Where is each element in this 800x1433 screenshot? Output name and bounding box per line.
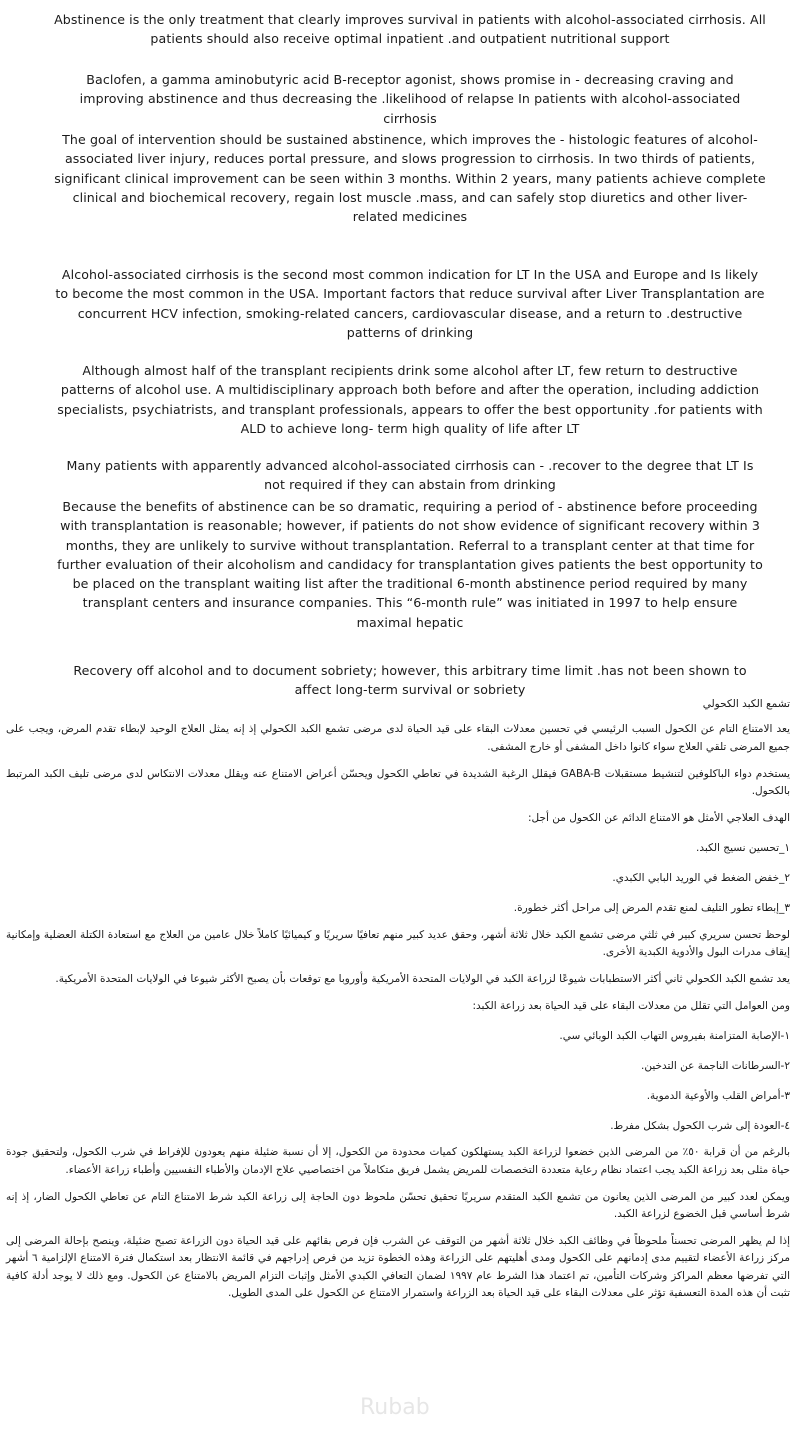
- english-paragraph: Abstinence is the only treatment that clearly improves survival in patients with alcohol-associated cirrhosis. All patients should also receive optimal inpatient .and outpatient nutritional support: [54, 12, 766, 47]
- factor-item: ٤-العودة إلى شرب الكحول بشكل مفرط.: [610, 1119, 790, 1132]
- arabic-paragraph: بالرغم من أن قرابة ٥٠٪ من المرضى الذين خضعوا لزراعة الكبد يستهلكون كميات محدودة من الكحول، إلا أن نسبة ضئيلة منهم يعودون للإفراط في شرب الكحول، ولتحقيق جودة حياة مثلى بعد زراعة الكبد يجب اعتماد نظام رعاية متعددة التخصصات للمريض يشمل فريق متكاملاً من اختصاصيي علاج الإدمان والأطباء النفسيين وأطباء زراعة الأعضاء.: [6, 1146, 790, 1176]
- watermark: Rubab: [360, 1395, 430, 1420]
- factor-item: ٢-السرطانات الناجمة عن التدخين.: [640, 1059, 790, 1072]
- arabic-paragraph: ومن العوامل التي تقلل من معدلات البقاء على قيد الحياة بعد زراعة الكبد:: [472, 999, 790, 1012]
- english-paragraph: Baclofen, a gamma aminobutyric acid B-receptor agonist, shows promise in - decreasing craving and improving abstinence and thus decreasing the .likelihood of relapse In patients with alcohol-associated cirrhosis: [79, 72, 741, 126]
- arabic-title: تشمع الكبد الكحولي: [702, 698, 790, 710]
- english-paragraph: The goal of intervention should be sustained abstinence, which improves the - histologic features of alcohol-associated liver injury, reduces portal pressure, and slows progression to cirrhosis. In two thirds of patients, significant clinical improvement can be seen within 3 months. Within 2 years, many patients achieve complete clinical and biochemical recovery, regain lost muscle .mass, and can safely stop diuretics and other liver-related medicines: [54, 132, 766, 225]
- english-paragraph: Alcohol-associated cirrhosis is the second most common indication for LT In the USA and Europe and Is likely to become the most common in the USA. Important factors that reduce survival after Liver Transplantation are concurrent HCV infection, smoking-related cancers, cardiovascular disease, and a return to .destructive patterns of drinking: [55, 267, 765, 340]
- arabic-paragraph: ويمكن لعدد كبير من المرضى الذين يعانون من تشمع الكبد المتقدم سريريًا تحقيق تحسّن ملحوظ دون الحاجة إلى زراعة الكبد شرط الامتناع التام عن تعاطي الكحول الضار، إذ إنه شرط أساسي قبل الخضوع لزراعة الكبد.: [6, 1190, 790, 1221]
- arabic-paragraph: يعد الامتناع التام عن الكحول السبب الرئيسي في تحسين معدلات البقاء على قيد الحياة لدى مرضى تشمع الكبد الكحولي إذ إنه يمثل العلاج الوحيد لإبطاء تقدم المرض، ويجب على جميع المرضى تلقي العلاج سواء كانوا داخل المشفى أو خارج المشفى.: [6, 723, 790, 753]
- goal-item: ١_تحسين نسيج الكبد.: [696, 841, 790, 854]
- english-paragraph: Because the benefits of abstinence can be so dramatic, requiring a period of - abstinence before proceeding with transplantation is reasonable; however, if patients do not show evidence of significant recovery within 3 months, they are unlikely to survive without transplantation. Referral to a transplant center at that time for further evaluation of their alcoholism and candidacy for transplantation gives patients the best opportunity to be placed on the transplant waiting list after the traditional 6-month abstinence period required by many transplant centers and insurance companies. This “6-month rule” was initiated in 1997 to help ensure maximal hepatic: [57, 499, 763, 630]
- arabic-paragraph: يستخدم دواء الباكلوفين لتنشيط مستقبلات GABA-B فيقلل الرغبة الشديدة في تعاطي الكحول ويحسّن أعراض الامتناع عنه ويقلل معدلات الانتكاس لدى مرضى تليف الكبد المرتبط بالكحول.: [6, 767, 790, 798]
- arabic-paragraph: الهدف العلاجي الأمثل هو الامتناع الدائم عن الكحول من أجل:: [528, 811, 790, 824]
- english-paragraph: Although almost half of the transplant recipients drink some alcohol after LT, few return to destructive patterns of alcohol use. A multidisciplinary approach both before and after the operation, including addiction specialists, psychiatrists, and transplant professionals, appears to offer the best opportunity .for patients with ALD to achieve long- term high quality of life after LT: [57, 363, 763, 436]
- english-paragraph: Many patients with apparently advanced alcohol-associated cirrhosis can - .recover to the degree that LT Is not required if they can abstain from drinking: [66, 458, 754, 493]
- arabic-paragraph: يعد تشمع الكبد الكحولي ثاني أكثر الاستطبابات شيوعًا لزراعة الكبد في الولايات المتحدة الأمريكية وأوروبا مع توقعات بأن يصبح الأكثر شيوعا في الولايات المتحدة الأمريكية.: [55, 972, 790, 985]
- arabic-paragraph: إذا لم يظهر المرضى تحسناً ملحوظاً في وظائف الكبد خلال ثلاثة أشهر من التوقف عن الشرب فإن فرص بقائهم على قيد الحياة دون الزراعة تصبح ضئيلة، وينصح بإحالة المرضى إلى مركز زراعة الأعضاء لتقييم مدى إدمانهم على الكحول ومدى أهليتهم على الزراعة وهذه الخطوة تزيد من فرص إدراجهم في قائمة الانتظار بعد استكمال فترة الامتناع الإلزامية ٦ أشهر التي تفرضها معظم المراكز وشركات التأمين، تم اعتماد هذا الشرط عام ١٩٩٧ لضمان التعافي الكبدي الأمثل وإثبات التزام المريض بالامتناع عن الكحول. ومع ذلك لا يوجد أدلة كافية تثبت أن هذه المدة التعسفية تؤثر على معدلات البقاء على قيد الحياة بعد الزراعة واستمرار الامتناع عن الكحول على المدى الطويل.: [6, 1234, 791, 1300]
- english-paragraph: Recovery off alcohol and to document sobriety; however, this arbitrary time limit .has not been shown to affect long-term survival or sobriety: [73, 663, 747, 698]
- goal-item: ٣_إبطاء تطور التليف لمنع تقدم المرض إلى مراحل أكثر خطورة.: [513, 901, 790, 914]
- arabic-paragraph: لوحظ تحسن سريري كبير في ثلثي مرضى تشمع الكبد خلال ثلاثة أشهر، وحقق عديد كبير منهم تعافيًا سريريًا و كيميائيًا كاملاً خلال عامين من العلاج مع استعادة الكتلة العضلية وإمكانية إيقاف مدرات البول والأدوية الكبدية الأخرى.: [6, 928, 790, 959]
- factor-item: ٣-أمراض القلب والأوعية الدموية.: [646, 1089, 790, 1102]
- arabic-section: [6, 696, 790, 1312]
- goal-item: ٢_خفض الضغط في الوريد البابي الكبدي.: [612, 871, 790, 884]
- factor-item: ١-الإصابة المتزامنة بفيروس التهاب الكبد الوبائي سي.: [559, 1029, 790, 1042]
